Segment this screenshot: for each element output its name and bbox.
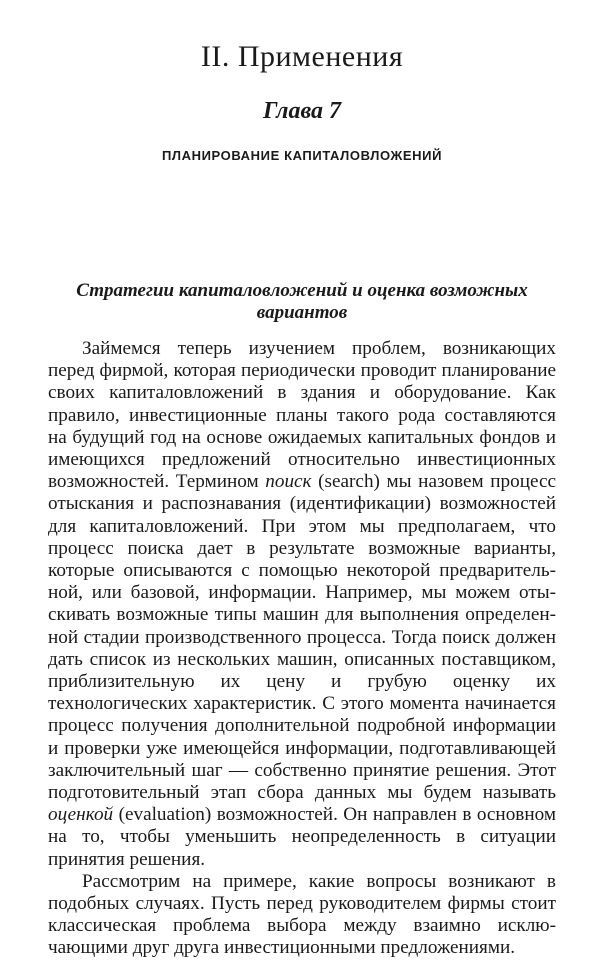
paragraph-1-part-2: (search) мы назовем процесс отыскания и распознавания (идентификации) возможностей для капиталовложений. При этом мы предполагаем, что процесс поиска дает в результате возможные варианты, которые описываются с помощью некоторой предварительной, или базовой, информации. Например, мы можем отыскивать возможные типы машин для выполнения определенной стадии производственного процесса. Тогда поиск должен дать список из нескольких машин, описанных поставщиком, приблизительную их цену и грубую оценку их технологических характеристик. С этого момента начинается процесс получения дополнительной подробной информации и проверки уже имеющейся информации, подготавливающей заключительный шаг — собственно принятие решения. Этот подготовительный этап сбора данных мы будем называть [48,471,556,804]
section-heading: Стратегии капиталовложений и оценка возможных вариантов [76,280,528,323]
paragraph-2: Рассмотрим на примере, какие вопросы возникают в подобных случаях. Пусть перед руководителем фирмы стоит классическая проблема выбора между взаимно исключающими друг друга инвестиционными предложениями. [48,870,556,959]
paragraph-1-part-3: (evaluation) возможностей. Он направлен в основном на то, чтобы уменьшить неопределенность в ситуации принятия решения. [48,804,556,870]
paragraph-1 [48,338,556,871]
book-page [48,0,556,959]
body-text [48,338,556,960]
term-search: поиск [265,471,312,493]
part-title: II. Применения [200,40,404,73]
chapter-title: Глава 7 [262,98,342,124]
term-evaluation: оценкой [48,804,114,826]
paragraph-1-part-1: Займемся теперь изучением проблем, возникающих перед фирмой, которая периодически проводит планирование своих капиталовложений в здания и оборудование. Как правило, инвестиционные планы такого рода составляются на будущий год на основе ожидаемых капитальных фондов и имеющихся предложений относительно инвестиционных возможностей. Термином [48,338,556,493]
chapter-subtitle: ПЛАНИРОВАНИЕ КАПИТАЛОВЛОЖЕНИЙ [161,148,443,163]
